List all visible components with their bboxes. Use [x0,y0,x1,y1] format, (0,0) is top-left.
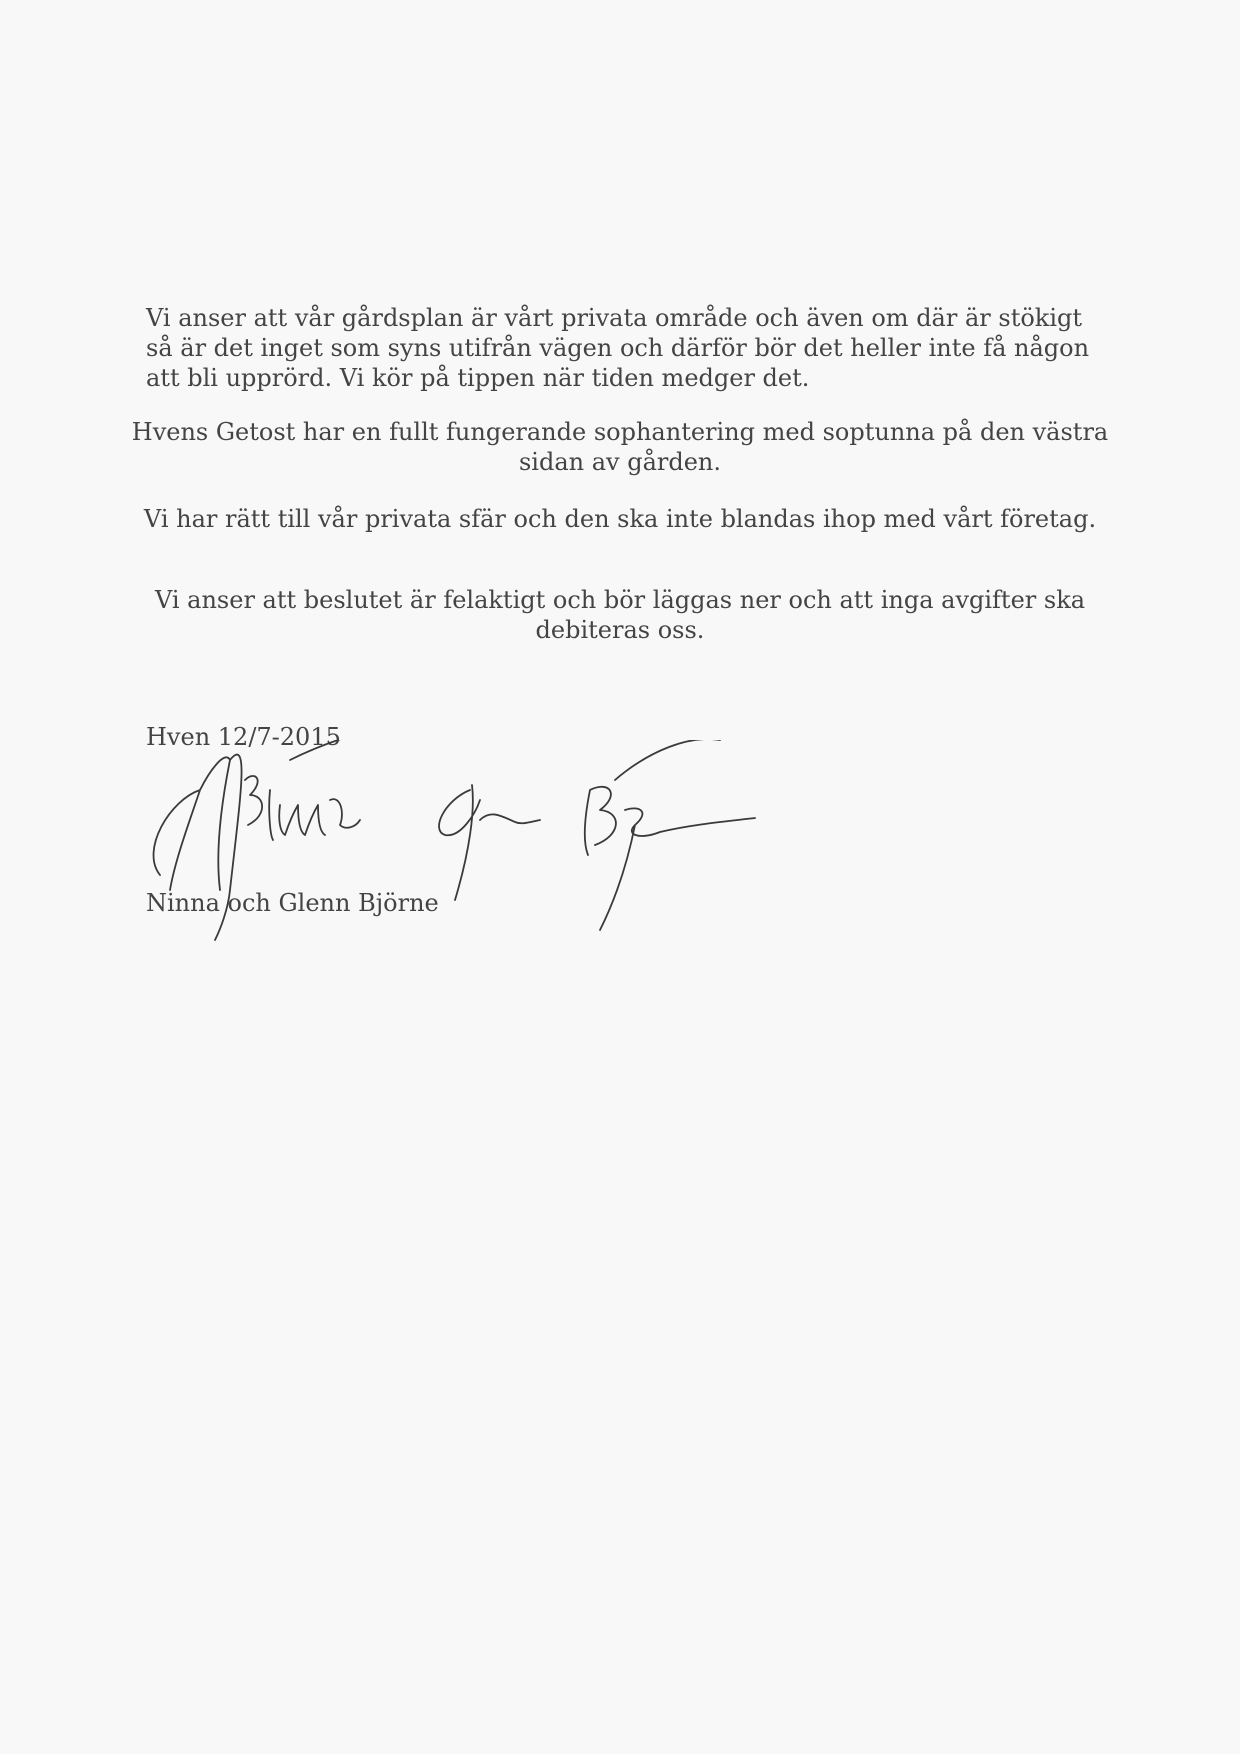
handwritten-signatures [130,740,810,960]
paragraph-2: Hvens Getost har en fullt fungerande sophantering med soptunna på den västra sidan av gården. [131,418,1109,476]
paragraph-4: Vi anser att beslutet är felaktigt och bör läggas ner och att inga avgifter ska debiteras oss. [154,586,1086,644]
paragraph-1: Vi anser att vår gårdsplan är vårt privata område och även om där är stökigt så är det inget som syns utifrån vägen och därför bör det heller inte få någon att bli upprörd. Vi kör på tippen när tiden medger det. [146,304,1090,392]
signatory-names: Ninna och Glenn Björne [146,889,439,917]
date-line: Hven 12/7-2015 [146,723,341,751]
signature-glenn-1 [439,785,540,900]
paragraph-3: Vi har rätt till vår privata sfär och den ska inte blandas ihop med vårt företag. [143,505,1097,533]
signature-glenn-2 [585,740,755,930]
